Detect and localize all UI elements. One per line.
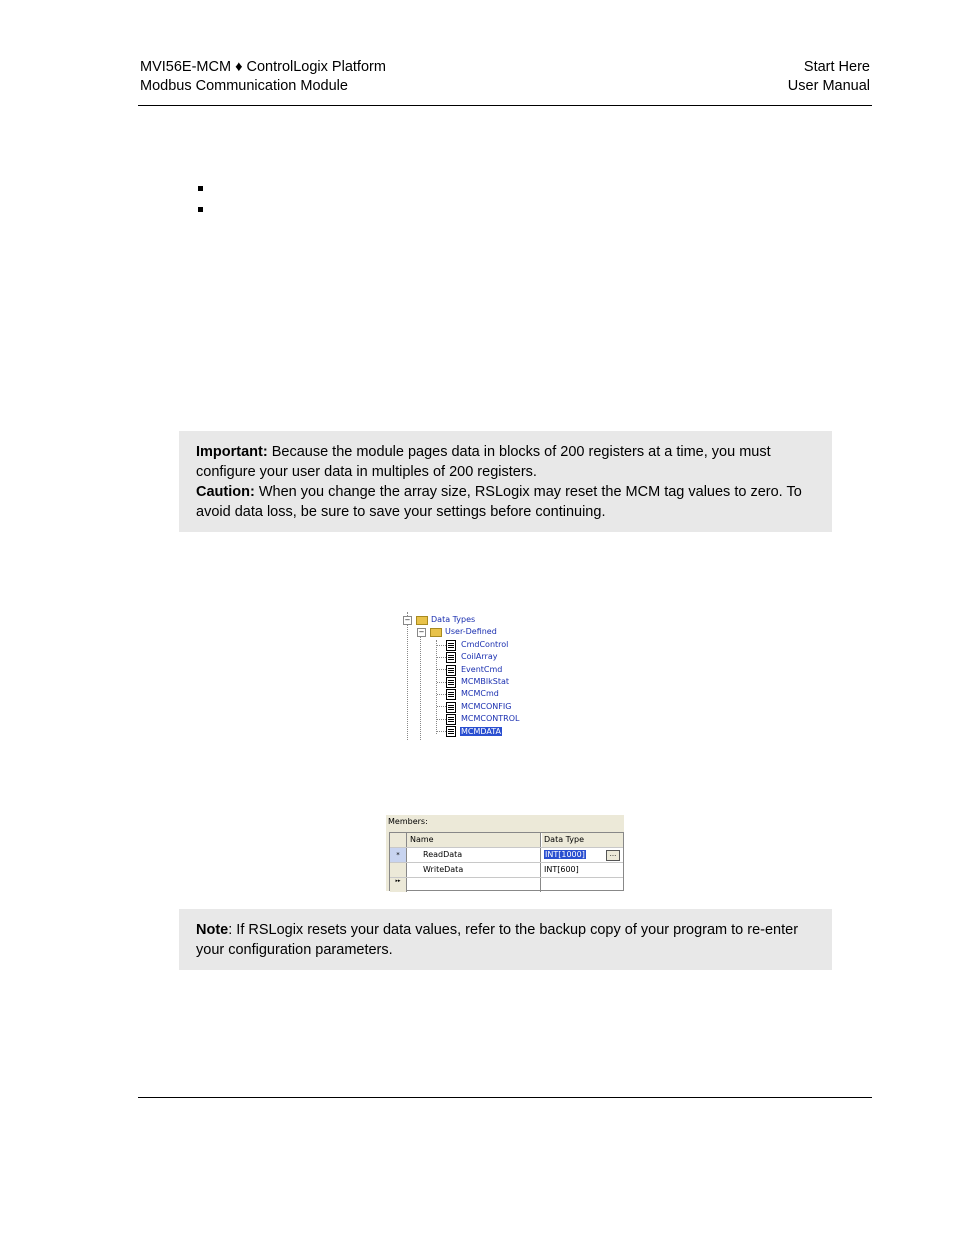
header-rule xyxy=(138,105,872,106)
tree-item-selected[interactable] xyxy=(460,727,502,737)
bullet-marker-1 xyxy=(198,186,203,191)
data-type-icon xyxy=(446,689,456,700)
header-product-title: MVI56E-MCM ♦ ControlLogix Platform xyxy=(140,59,386,75)
member-data-type[interactable] xyxy=(542,848,623,862)
tree-guide-line xyxy=(407,612,408,740)
header-right xyxy=(788,58,870,96)
important-text: Because the module pages data in blocks of 200 registers at a time, you must configure your user data in multiples of 200 registers. xyxy=(196,444,771,480)
header-product-subtitle: Modbus Communication Module xyxy=(140,78,348,94)
important-label: Important: xyxy=(196,444,268,460)
data-type-icon xyxy=(446,677,456,688)
tree-branch xyxy=(437,706,446,707)
tree-item[interactable]: MCMCONTROL xyxy=(461,714,520,723)
tree-branch xyxy=(437,669,446,670)
col-header-data-type[interactable]: Data Type xyxy=(542,833,623,847)
header-doc-type: User Manual xyxy=(787,78,870,94)
tree-branch xyxy=(437,694,446,695)
members-panel xyxy=(386,815,624,891)
tree-node-data-types[interactable]: Data Types xyxy=(431,615,476,624)
data-type-icon xyxy=(446,640,456,651)
footer-rule xyxy=(138,1097,872,1098)
tree-branch xyxy=(437,682,446,683)
folder-icon xyxy=(430,628,442,637)
data-type-icon xyxy=(446,665,456,676)
members-grid xyxy=(389,832,624,891)
header-section: Start Here xyxy=(803,59,870,75)
data-type-icon xyxy=(446,702,456,713)
data-type-icon xyxy=(446,714,456,725)
member-name[interactable]: ReadData xyxy=(407,848,541,862)
table-row-new[interactable] xyxy=(390,878,623,892)
data-type-icon xyxy=(446,652,456,663)
tree-branch xyxy=(437,657,446,658)
data-types-tree xyxy=(403,612,523,740)
tree-item[interactable]: MCMCmd xyxy=(461,689,499,698)
table-row[interactable] xyxy=(390,848,623,863)
caution-text: When you change the array size, RSLogix may reset the MCM tag values to zero. To avoid data loss, be sure to save your settings before continuing. xyxy=(196,484,802,520)
tree-guide-line xyxy=(420,628,421,740)
tree-item[interactable]: CoilArray xyxy=(461,652,498,661)
row-selector[interactable]: * xyxy=(390,848,407,862)
note-label: Note xyxy=(196,922,229,938)
folder-icon xyxy=(416,616,428,625)
data-type-icon xyxy=(446,726,456,737)
row-selector-header xyxy=(390,833,407,847)
header-left xyxy=(140,58,386,96)
browse-button[interactable]: ... xyxy=(606,850,620,861)
tree-item[interactable]: MCMCONFIG xyxy=(461,702,512,711)
tree-node-user-defined[interactable]: User-Defined xyxy=(445,627,497,636)
table-row[interactable] xyxy=(390,863,623,878)
member-name[interactable]: WriteData xyxy=(407,863,541,877)
note-callout xyxy=(179,909,832,970)
tree-branch xyxy=(437,731,446,732)
member-data-type-empty[interactable] xyxy=(542,878,623,892)
row-selector[interactable] xyxy=(390,863,407,877)
members-label: Members: xyxy=(388,817,428,826)
tree-item[interactable]: CmdControl xyxy=(461,640,509,649)
collapse-icon[interactable]: − xyxy=(418,628,425,636)
grid-header-row xyxy=(390,833,623,848)
member-data-type[interactable]: INT[600] xyxy=(544,865,579,874)
tree-item[interactable]: MCMBlkStat xyxy=(461,677,509,686)
tree-branch xyxy=(437,719,446,720)
important-callout xyxy=(179,431,832,532)
new-row-icon[interactable]: ▸▸ xyxy=(390,878,407,892)
bullet-marker-2 xyxy=(198,207,203,212)
member-data-type-value: INT[1000] xyxy=(545,850,585,859)
tree-item[interactable]: EventCmd xyxy=(461,665,503,674)
tree-item-selected-label: MCMDATA xyxy=(461,727,501,736)
collapse-icon[interactable]: − xyxy=(404,616,411,624)
caution-label: Caution: xyxy=(196,484,255,500)
col-header-name[interactable]: Name xyxy=(407,833,541,847)
member-name-empty[interactable] xyxy=(407,878,541,892)
tree-branch xyxy=(437,645,446,646)
note-text: : If RSLogix resets your data values, refer to the backup copy of your program to re-enter your configuration parameters. xyxy=(196,922,799,958)
